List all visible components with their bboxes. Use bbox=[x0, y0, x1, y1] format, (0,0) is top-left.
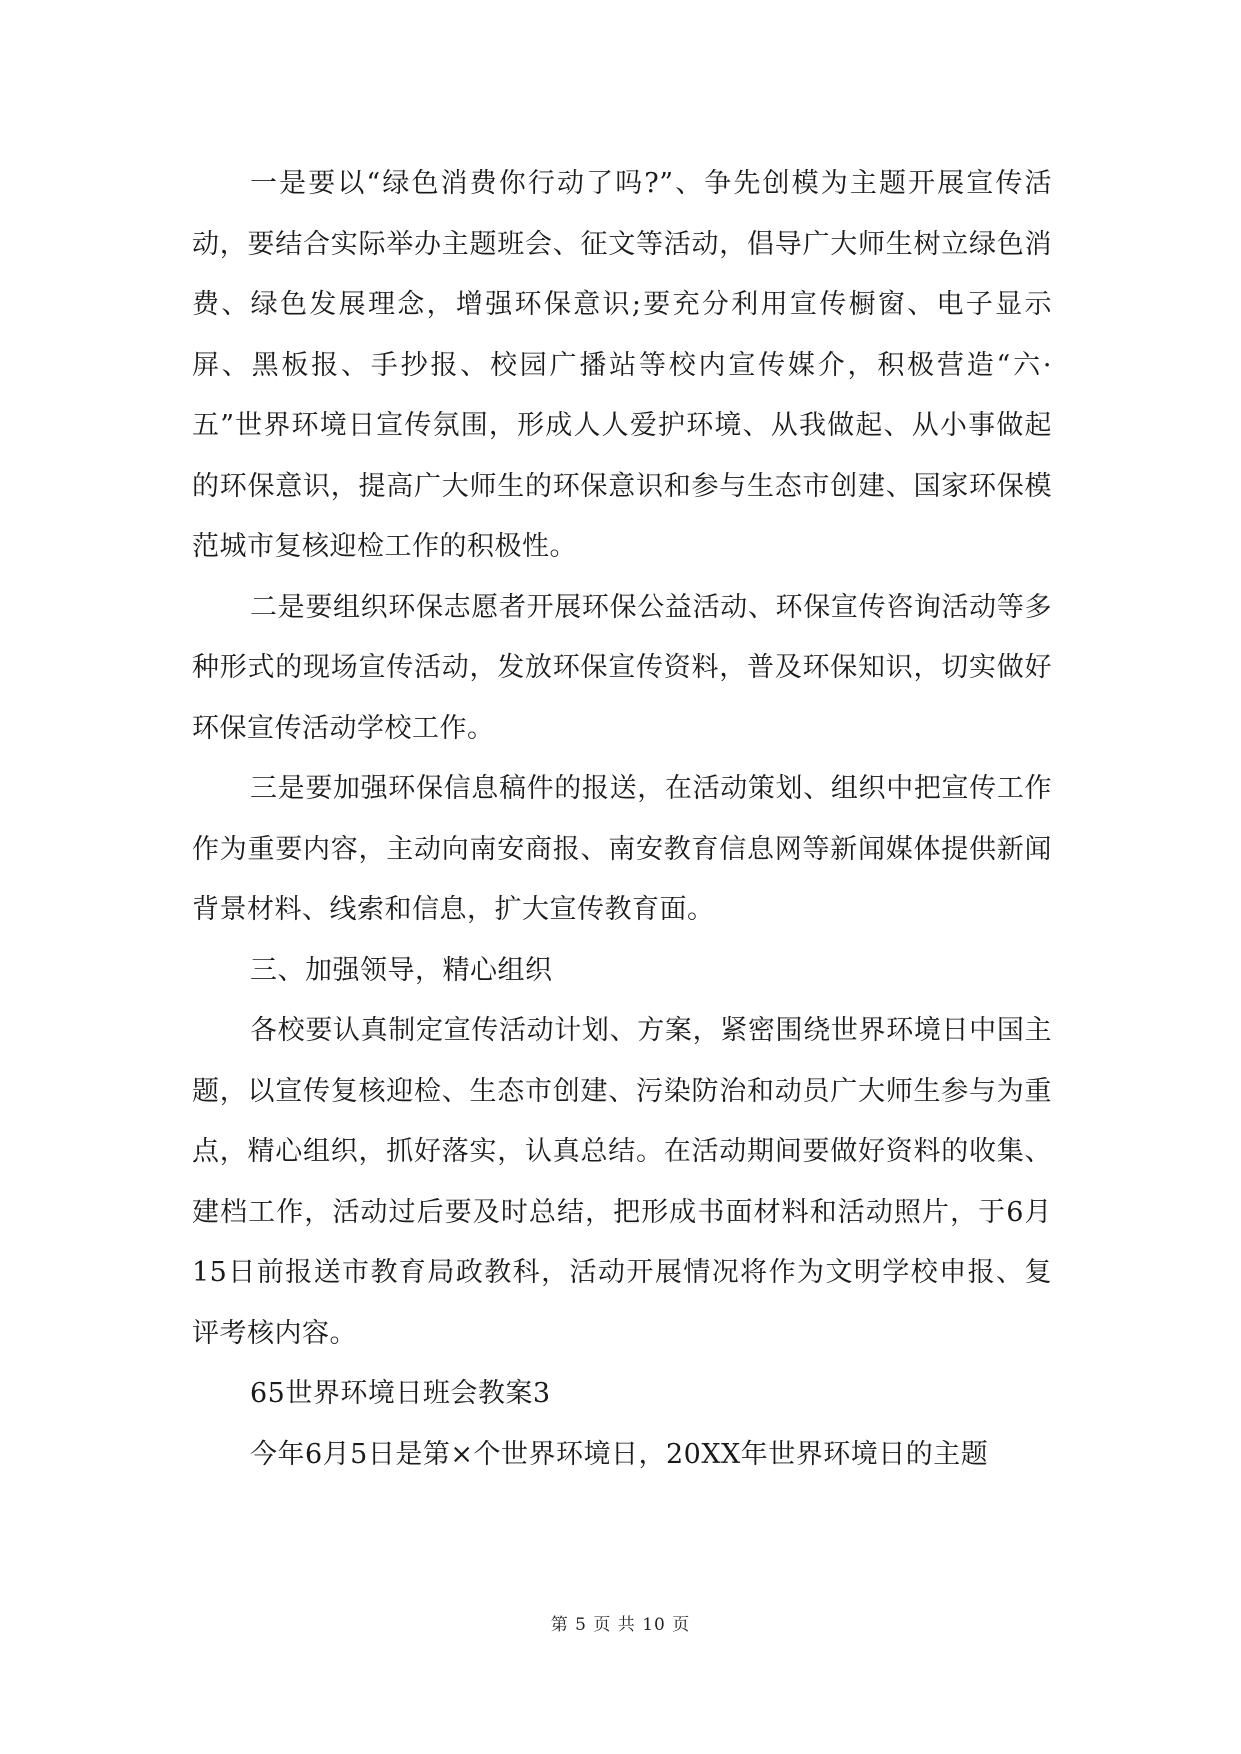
paragraph-5: 今年6月5日是第×个世界环境日，20XX年世界环境日的主题 bbox=[250, 1438, 989, 1470]
paragraph-2: 二是要组织环保志愿者开展环保公益活动、环保宣传咨询活动等多种形式的现场宣传活动，发放环保宣传资料，普及环保知识，切实做好环保宣传活动学校工作。 bbox=[192, 591, 1052, 744]
section-heading: 三、加强领导，精心组织 bbox=[250, 954, 553, 986]
subtitle: 65世界环境日班会教案3 bbox=[250, 1378, 551, 1409]
document-body bbox=[192, 154, 1052, 1485]
paragraph-4: 各校要认真制定宣传活动计划、方案，紧密围绕世界环境日中国主题，以宣传复核迎检、生态市创建、污染防治和动员广大师生参与为重点，精心组织，抓好落实，认真总结。在活动期间要做好资料的收集、建档工作，活动过后要及时总结，把形成书面材料和活动照片，于6月15日前报送市教育局政教科，活动开展情况将作为文明学校申报、复评考核内容。 bbox=[192, 1015, 1052, 1349]
paragraph-1: 一是要以“绿色消费你行动了吗?”、争先创模为主题开展宣传活动，要结合实际举办主题班会、征文等活动，倡导广大师生树立绿色消费、绿色发展理念，增强环保意识;要充分利用宣传橱窗、电子显示屏、黑板报、手抄报、校园广播站等校内宣传媒介，积极营造“六·五”世界环境日宣传氛围，形成人人爱护环境、从我做起、从小事做起的环保意识，提高广大师生的环保意识和参与生态市创建、国家环保模范城市复核迎检工作的积极性。 bbox=[192, 168, 1052, 562]
paragraph-3: 三是要加强环保信息稿件的报送，在活动策划、组织中把宣传工作作为重要内容，主动向南安商报、南安教育信息网等新闻媒体提供新闻背景材料、线索和信息，扩大宣传教育面。 bbox=[192, 773, 1052, 925]
page-footer: 第 5 页 共 10 页 bbox=[550, 1615, 691, 1635]
